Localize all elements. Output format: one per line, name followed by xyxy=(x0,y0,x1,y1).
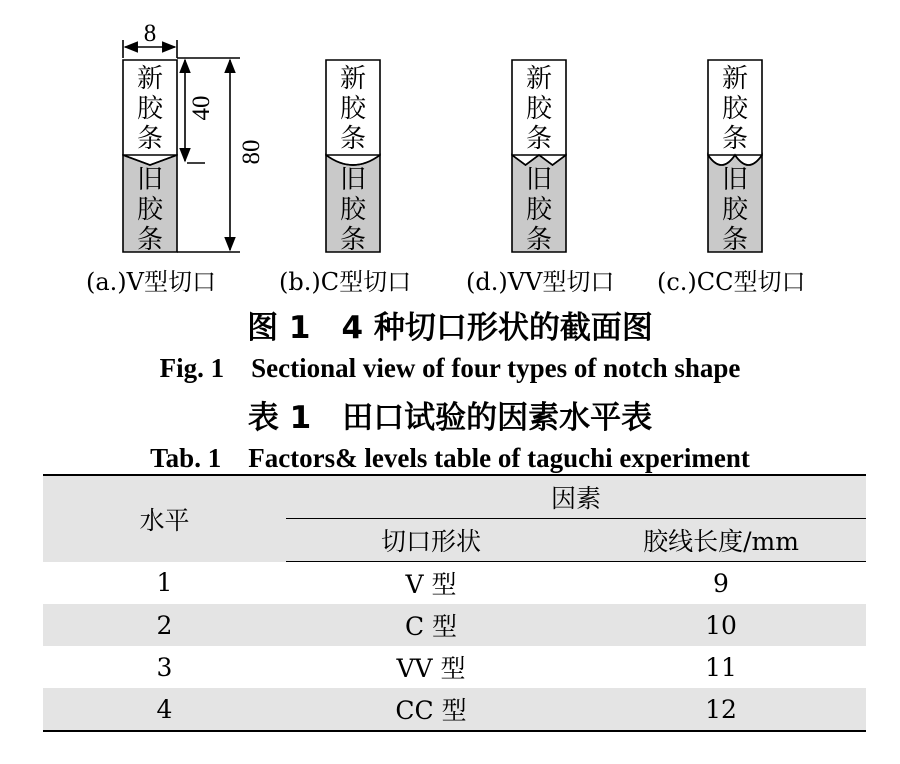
shape-cell: V 型 xyxy=(405,570,457,599)
notch-panel-vv xyxy=(512,60,566,255)
length-cell: 9 xyxy=(713,568,729,598)
new-strip-label-char: 新 xyxy=(525,64,553,94)
new-strip-label-char: 新 xyxy=(136,64,164,94)
old-strip-label-char: 旧 xyxy=(339,165,367,195)
dim-width-label: 8 xyxy=(143,20,157,47)
new-strip-label-char: 胶 xyxy=(339,94,367,124)
level-cell: 4 xyxy=(43,688,286,731)
notch-panel-cc xyxy=(708,60,762,255)
notch-figure xyxy=(0,0,900,300)
new-strip-label-char: 胶 xyxy=(136,94,164,124)
figure-caption-cn: 图 1 4 种切口形状的截面图 xyxy=(247,310,653,346)
new-strip-label-char: 胶 xyxy=(525,94,553,124)
old-strip-label-char: 旧 xyxy=(136,165,164,195)
notch-panel-v xyxy=(123,60,177,255)
table-caption-cn: 表 1 田口试验的因素水平表 xyxy=(247,400,653,436)
panel-caption-d: (d.)VV型切口 xyxy=(466,268,615,296)
length-cell: 12 xyxy=(576,688,866,731)
dim-half-height-label: 40 xyxy=(188,95,215,121)
old-strip-label-char: 旧 xyxy=(721,165,749,195)
figure-caption-en: Fig. 1 Sectional view of four types of notch shape xyxy=(159,353,741,383)
new-strip-label-char: 条 xyxy=(525,124,553,154)
level-cell: 2 xyxy=(43,604,286,646)
notch-panel-c xyxy=(326,60,380,255)
level-cell: 3 xyxy=(156,652,173,682)
shape-cell: CC 型 xyxy=(286,688,576,731)
header-level: 水平 xyxy=(43,475,286,562)
new-strip-label-char: 条 xyxy=(721,124,749,154)
old-strip-label-char: 条 xyxy=(136,225,164,255)
old-strip-label-char: 胶 xyxy=(721,195,749,225)
new-strip-label-char: 条 xyxy=(136,124,164,154)
table-row xyxy=(43,562,866,605)
panel-caption-b: (b.)C型切口 xyxy=(279,268,412,296)
shape-cell: C 型 xyxy=(286,604,576,646)
table-row xyxy=(43,646,866,688)
table-row xyxy=(43,688,866,731)
level-cell: 1 xyxy=(156,568,173,598)
old-strip-label-char: 条 xyxy=(721,225,749,255)
new-strip-label-char: 胶 xyxy=(721,94,749,124)
header-factor: 因素 xyxy=(286,475,866,519)
new-strip-label-char: 新 xyxy=(721,64,749,94)
length-cell: 10 xyxy=(576,604,866,646)
factor-levels-table xyxy=(43,474,866,732)
panel-caption-c: (c.)CC型切口 xyxy=(657,268,806,296)
old-strip-label-char: 胶 xyxy=(525,195,553,225)
new-strip-label-char: 新 xyxy=(339,64,367,94)
header-notch-shape: 切口形状 xyxy=(286,519,576,562)
old-strip-label-char: 胶 xyxy=(136,195,164,225)
old-strip-label-char: 条 xyxy=(339,225,367,255)
old-strip-label-char: 条 xyxy=(525,225,553,255)
shape-cell: VV 型 xyxy=(396,654,466,683)
old-strip-label-char: 胶 xyxy=(339,195,367,225)
dim-total-height-label: 80 xyxy=(238,139,265,165)
table-row xyxy=(43,604,866,646)
header-glue-length: 胶线长度/mm xyxy=(576,519,866,562)
new-strip-label-char: 条 xyxy=(339,124,367,154)
panel-caption-a: (a.)V型切口 xyxy=(86,268,216,296)
length-cell: 11 xyxy=(705,652,737,682)
table-caption-en: Tab. 1 Factors& levels table of taguchi experiment xyxy=(150,443,750,473)
old-strip-label-char: 旧 xyxy=(525,165,553,195)
